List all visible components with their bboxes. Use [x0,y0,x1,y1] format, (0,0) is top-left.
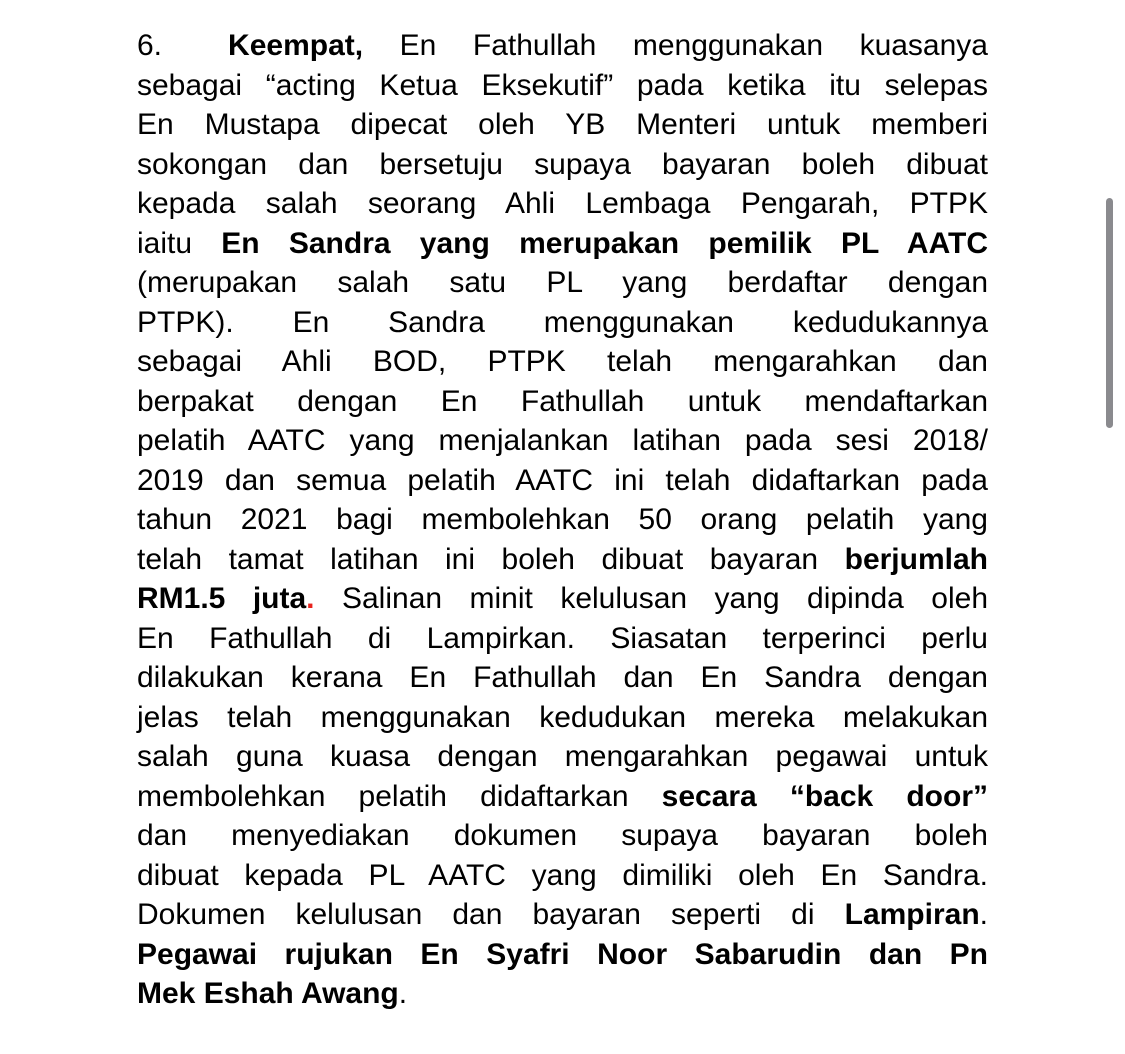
text-line-5 [137,184,988,224]
text-run: En Fathullah di Lampirkan. Siasatan terperinci perlu [137,621,988,655]
text-line-12 [137,461,988,501]
bold-text-run: Pegawai rujukan En Syafri Noor Sabarudin dan Pn [137,937,988,971]
text-line-4 [137,145,988,185]
text-run: membolehkan pelatih didaftarkan [137,779,662,813]
text-line-3 [137,105,988,145]
text-run: PTPK). En Sandra menggunakan kedudukannya [137,305,988,339]
text-run: berpakat dengan En Fathullah untuk mendaftarkan [137,384,988,418]
text-run: dan menyediakan dokumen supaya bayaran boleh [137,819,988,852]
text-run: salah guna kuasa dengan mengarahkan pegawai untuk [137,740,988,773]
text-line-14 [137,540,988,580]
text-line-17 [137,658,988,698]
text-line-11 [137,421,988,461]
text-run: (merupakan salah satu PL yang berdaftar dengan [137,266,988,299]
text-line-2 [137,66,988,106]
text-run: En Fathullah menggunakan kuasanya [363,29,988,62]
text-line-1 [137,26,988,66]
text-line-20 [137,777,988,817]
text-run: Salinan minit kelulusan yang dipinda oleh [314,582,988,615]
bold-text-run: Keempat, [228,29,364,62]
text-line-18 [137,698,988,738]
text-run: sebagai “acting Ketua Eksekutif” pada ketika itu selepas [137,68,988,102]
text-line-15 [137,579,988,619]
text-line-22 [137,856,988,896]
text-run: tahun 2021 bagi membolehkan 50 orang pelatih yang [137,503,988,536]
text-line-21 [137,816,988,856]
bold-text-run: RM1.5 juta [137,582,307,615]
text-run: 6. [137,29,163,62]
text-run: kepada salah seorang Ahli Lembaga Pengarah, PTPK [137,187,988,220]
text-line-6 [137,224,988,264]
text-line-13 [137,500,988,540]
text-line-8 [137,303,988,343]
scrollbar-thumb[interactable] [1106,198,1113,428]
bold-text-run: En Sandra yang merupakan pemilik PL AATC [221,226,988,260]
text-line-24 [137,935,988,975]
text-run: En Mustapa dipecat oleh YB Menteri untuk memberi [137,108,988,141]
text-line-7 [137,263,988,303]
bold-text-run: Lampiran [844,898,980,931]
text-line-16 [137,619,988,659]
text-run: telah tamat latihan ini boleh dibuat bayaran [137,542,845,576]
text-line-10 [137,382,988,422]
text-run: iaitu [137,226,222,260]
text-line-19 [137,737,988,777]
text-run: jelas telah menggunakan kedudukan mereka melakukan [137,700,988,734]
red-period: . [306,582,315,615]
text-run: pelatih AATC yang menjalankan latihan pada sesi 2018/ [137,424,988,457]
bold-text-run: Mek Eshah Awang [137,977,399,1010]
text-run: dilakukan kerana En Fathullah dan En Sandra dengan [137,661,988,694]
text-line-9 [137,342,988,382]
text-run: . [979,898,988,931]
text-run: 2019 dan semua pelatih AATC ini telah didaftarkan pada [137,463,988,497]
text-run: sokongan dan bersetuju supaya bayaran boleh dibuat [137,147,988,181]
bold-text-run: secara “back door” [661,779,989,813]
text-run: . [398,977,408,1010]
text-run: Dokumen kelulusan dan bayaran seperti di [137,898,845,931]
bold-text-run: berjumlah [844,542,988,576]
text-line-25 [137,974,988,1014]
text-line-23 [137,895,988,935]
text-run: dibuat kepada PL AATC yang dimiliki oleh En Sandra. [137,858,988,892]
text-run: sebagai Ahli BOD, PTPK telah mengarahkan dan [137,345,988,378]
document-paragraph-6 [137,26,988,1014]
